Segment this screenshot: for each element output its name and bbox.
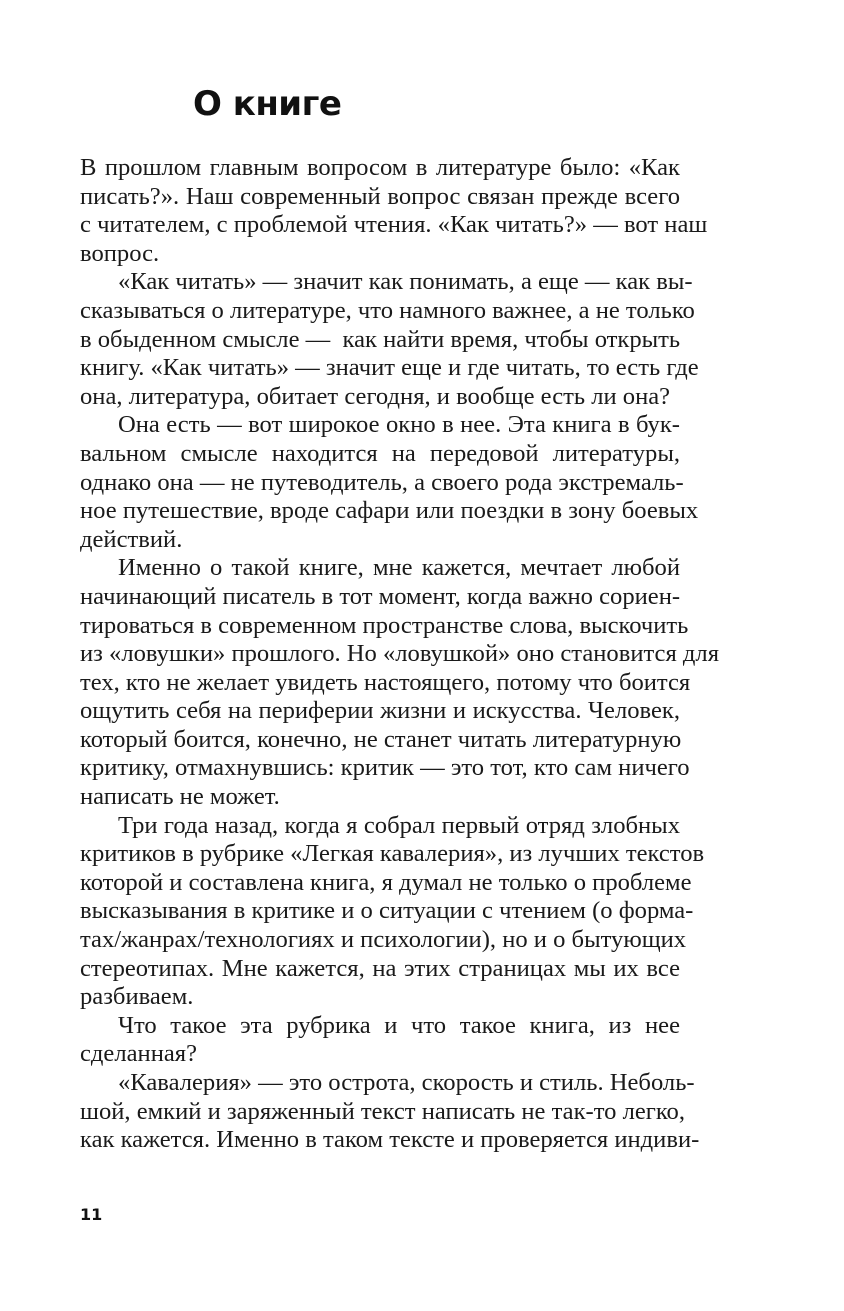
text-line: В прошлом главным вопросом в литературе было: «Как bbox=[80, 154, 680, 181]
text-line: однако она — не путеводитель, а своего рода экстремаль- bbox=[80, 468, 684, 496]
text-line: разбиваем. bbox=[80, 983, 194, 1011]
text-line: книгу. «Как читать» — значит еще и где читать, то есть где bbox=[80, 354, 699, 382]
text-line: тироваться в современном пространстве слова, выскочить bbox=[80, 611, 689, 639]
text-line: «Как читать» — значит как понимать, а еще — как вы- bbox=[118, 268, 693, 296]
text-line: с читателем, с проблемой чтения. «Как читать?» — вот наш bbox=[80, 211, 708, 239]
text-line: в обыденном смысле — как найти время, чтобы открыть bbox=[80, 325, 681, 353]
text-line: Что такое эта рубрика и что такое книга, из нее bbox=[118, 1011, 680, 1039]
text-line: действий. bbox=[80, 525, 183, 553]
text-line: ное путешествие, вроде сафари или поездки в зону боевых bbox=[80, 497, 699, 525]
text-line: Она есть — вот широкое окно в нее. Эта книга в бук- bbox=[118, 411, 680, 439]
text-line: написать не может. bbox=[80, 783, 280, 811]
text-line: которой и составлена книга, я думал не только о проблеме bbox=[80, 868, 692, 896]
text-line: начинающий писатель в тот момент, когда важно сориен- bbox=[80, 582, 681, 610]
text-line: стереотипах. Мне кажется, на этих страницах мы их все bbox=[80, 954, 680, 982]
text-line: сделанная? bbox=[80, 1040, 198, 1068]
text-line: писать?». Наш современный вопрос связан прежде всего bbox=[80, 182, 680, 210]
page-number: 11 bbox=[80, 1205, 103, 1224]
text-line: как кажется. Именно в таком тексте и проверяется индиви- bbox=[80, 1126, 700, 1154]
chapter-title: О книге bbox=[193, 84, 342, 124]
chapter-body bbox=[80, 154, 720, 1155]
text-line: «Кавалерия» — это острота, скорость и стиль. Неболь- bbox=[118, 1069, 695, 1096]
text-line: тех, кто не желает увидеть настоящего, потому что боится bbox=[80, 668, 691, 696]
text-line: который боится, конечно, не станет читать литературную bbox=[80, 725, 682, 753]
text-line: Именно о такой книге, мне кажется, мечтает любой bbox=[118, 554, 680, 582]
text-line: вопрос. bbox=[80, 239, 160, 267]
text-line: шой, емкий и заряженный текст написать не так-то легко, bbox=[80, 1097, 685, 1125]
text-line: она, литература, обитает сегодня, и вообще есть ли она? bbox=[80, 382, 671, 410]
text-line: тах/жанрах/технологиях и психологии), но и о бытующих bbox=[80, 926, 687, 954]
text-line: критиков в рубрике «Легкая кавалерия», из лучших текстов bbox=[80, 840, 705, 868]
text-line: Три года назад, когда я собрал первый отряд злобных bbox=[118, 811, 680, 839]
text-line: критику, отмахнувшись: критик — это тот, кто сам ничего bbox=[80, 754, 690, 782]
text-line: сказываться о литературе, что намного важнее, а не только bbox=[80, 296, 695, 324]
text-line: ощутить себя на периферии жизни и искусства. Человек, bbox=[80, 697, 680, 725]
text-line: высказывания в критике и о ситуации с чтением (о форма- bbox=[80, 897, 694, 925]
text-line: из «ловушки» прошлого. Но «ловушкой» оно становится для bbox=[80, 640, 720, 668]
text-line: вальном смысле находится на передовой литературы, bbox=[80, 439, 680, 467]
